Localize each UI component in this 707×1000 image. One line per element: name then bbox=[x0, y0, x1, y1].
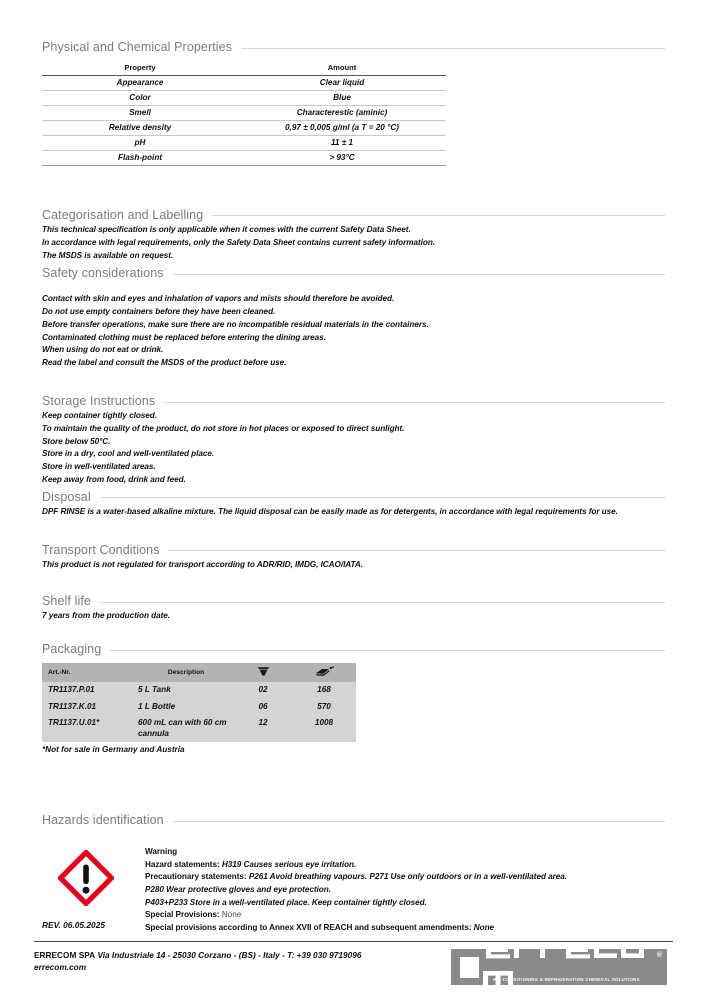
packaging-description: 1 L Bottle bbox=[138, 699, 234, 716]
heading-rule bbox=[110, 650, 665, 651]
text-line: Keep away from food, drink and feed. bbox=[42, 475, 186, 485]
section-title-physical: Physical and Chemical Properties bbox=[42, 40, 233, 54]
heading-rule bbox=[173, 821, 665, 822]
hazards-body bbox=[42, 844, 665, 934]
table-row bbox=[42, 90, 446, 105]
property-value: Clear liquid bbox=[238, 76, 446, 91]
table-row bbox=[42, 76, 446, 91]
property-value: Characterestic (aminic) bbox=[238, 105, 446, 120]
table-row bbox=[42, 699, 356, 716]
packaging-art-nr: TR1137.K.01 bbox=[42, 699, 138, 716]
ghs07-exclamation-mark-icon bbox=[58, 850, 114, 911]
signal-word: Warning bbox=[145, 847, 178, 857]
revision-date: REV. 06.05.2025 bbox=[42, 920, 106, 930]
property-value: > 93°C bbox=[238, 150, 446, 165]
disposal-body bbox=[42, 506, 665, 519]
property-name: pH bbox=[42, 135, 238, 150]
packaging-header-row bbox=[42, 663, 356, 682]
precautionary-statements-value: P261 Avoid breathing vapours. P271 Use only outdoors or in a well-ventilated area. bbox=[248, 872, 568, 882]
property-name: Smell bbox=[42, 105, 238, 120]
pallet-icon bbox=[315, 666, 334, 679]
annex-provisions-label: Special provisions according to Annex XVII of REACH and subsequent amendments: bbox=[145, 922, 472, 932]
section-title-storage: Storage Instructions bbox=[42, 394, 156, 409]
text-line: Contact with skin and eyes and inhalation of vapors and mists should therefore be avoided. bbox=[42, 294, 395, 304]
text-line: When using do not eat or drink. bbox=[42, 345, 164, 355]
transport-body bbox=[42, 559, 665, 572]
storage-body bbox=[42, 410, 665, 487]
text-line: Read the label and consult the MSDS of the product before use. bbox=[42, 358, 287, 368]
section-title-transport: Transport Conditions bbox=[42, 542, 160, 557]
heading-rule bbox=[100, 497, 665, 498]
packaging-art-nr: TR1137.U.01* bbox=[42, 715, 138, 742]
categorisation-body bbox=[42, 224, 665, 262]
text-line: This technical specification is only applicable when it comes with the current Safety Data Sheet. bbox=[42, 224, 411, 234]
column-header-description: Description bbox=[138, 663, 234, 682]
packaging-description: 5 L Tank bbox=[138, 682, 234, 699]
section-title-disposal: Disposal bbox=[42, 489, 91, 504]
precautionary-statements-label: Precautionary statements: bbox=[145, 872, 247, 882]
table-header-row bbox=[42, 61, 446, 76]
text-line: DPF RINSE is a water-based alkaline mixture. The liquid disposal can be easily made as for detergents, in accordance with legal requirements for use. bbox=[42, 506, 618, 516]
section-heading-transport bbox=[42, 543, 665, 557]
hazard-statements bbox=[145, 859, 567, 872]
packaging-table bbox=[42, 663, 356, 742]
text-line: In accordance with legal requirements, only the Safety Data Sheet contains current safety information. bbox=[42, 237, 436, 247]
registered-trademark-icon: ® bbox=[656, 952, 662, 959]
packaging-pallet-qty: 1008 bbox=[292, 715, 356, 742]
text-line: Contaminated clothing must be replaced before entering the dining areas. bbox=[42, 332, 326, 342]
column-header-carton-qty bbox=[234, 663, 292, 682]
precautionary-continuation: P403+P233 Store in a well-ventilated place. Keep container tightly closed. bbox=[145, 897, 427, 907]
section-title-categorisation: Categorisation and Labelling bbox=[42, 207, 204, 222]
physical-properties-table bbox=[42, 61, 446, 166]
section-heading-shelf-life bbox=[42, 594, 665, 608]
section-title-shelf-life: Shelf life bbox=[42, 594, 91, 609]
address-text: Via Industriale 14 - 25030 Corzano - (BS) - Italy - T: +39 030 9719096 bbox=[97, 950, 362, 960]
section-heading-categorisation bbox=[42, 208, 665, 222]
column-header-property: Property bbox=[42, 61, 238, 76]
heading-rule bbox=[173, 274, 665, 275]
annex-provisions bbox=[145, 922, 567, 935]
packaging-carton-qty: 12 bbox=[234, 715, 292, 742]
section-title-safety: Safety considerations bbox=[42, 266, 164, 281]
section-heading-storage bbox=[42, 394, 665, 408]
precautionary-continuation: P280 Wear protective gloves and eye protection. bbox=[145, 885, 331, 895]
heading-rule bbox=[241, 48, 665, 49]
errecom-logo bbox=[451, 949, 667, 985]
property-value: 0,97 ± 0,005 g/ml (a T = 20 °C) bbox=[238, 120, 446, 135]
property-name: Flash-point bbox=[42, 150, 238, 165]
packaging-carton-qty: 06 bbox=[234, 699, 292, 716]
table-row bbox=[42, 105, 446, 120]
special-provisions bbox=[145, 909, 567, 922]
heading-rule bbox=[100, 602, 665, 603]
company-name: ERRECOM SPA bbox=[34, 950, 96, 960]
hazards-text-block bbox=[145, 844, 567, 934]
carton-box-icon bbox=[257, 666, 270, 679]
table-row bbox=[42, 682, 356, 699]
page-footer bbox=[34, 949, 673, 985]
property-name: Color bbox=[42, 90, 238, 105]
packaging-pallet-qty: 570 bbox=[292, 699, 356, 716]
heading-rule bbox=[169, 550, 665, 551]
text-line: Keep container tightly closed. bbox=[42, 411, 157, 421]
property-name: Appearance bbox=[42, 76, 238, 91]
text-line: To maintain the quality of the product, do not store in hot places or exposed to direct sunlight. bbox=[42, 423, 405, 433]
table-row bbox=[42, 150, 446, 165]
table-row bbox=[42, 135, 446, 150]
text-line: Store below 50°C. bbox=[42, 436, 111, 446]
table-row bbox=[42, 715, 356, 742]
packaging-art-nr: TR1137.P.01 bbox=[42, 682, 138, 699]
table-row bbox=[42, 120, 446, 135]
heading-rule bbox=[164, 402, 665, 403]
logo-wordmark bbox=[484, 938, 667, 996]
precautionary-statements bbox=[145, 871, 567, 884]
packaging-footnote: *Not for sale in Germany and Austria bbox=[42, 745, 185, 755]
logo-square-mark bbox=[460, 957, 479, 978]
text-line: Do not use empty containers before they have been cleaned. bbox=[42, 307, 276, 317]
section-heading-hazards bbox=[42, 813, 665, 827]
property-value: 11 ± 1 bbox=[238, 135, 446, 150]
text-line: Store in a dry, cool and well-ventilated place. bbox=[42, 449, 215, 459]
shelf-life-body bbox=[42, 610, 665, 623]
section-heading-disposal bbox=[42, 490, 665, 504]
special-provisions-value: None bbox=[221, 910, 242, 920]
packaging-description: 600 mL can with 60 cm cannula bbox=[138, 715, 234, 742]
text-line: This product is not regulated for transport according to ADR/RID, IMDG, ICAO/IATA. bbox=[42, 559, 363, 569]
text-line: 7 years from the production date. bbox=[42, 611, 171, 621]
text-line: The MSDS is available on request. bbox=[42, 250, 174, 260]
safety-body bbox=[42, 293, 665, 370]
company-address bbox=[34, 949, 361, 973]
section-title-hazards: Hazards identification bbox=[42, 813, 164, 828]
section-heading-packaging bbox=[42, 642, 665, 656]
section-title-packaging: Packaging bbox=[42, 642, 102, 657]
property-name: Relative density bbox=[42, 120, 238, 135]
heading-rule bbox=[212, 215, 665, 216]
hazard-statements-value: H319 Causes serious eye irritation. bbox=[221, 859, 357, 869]
section-heading-physical bbox=[42, 40, 665, 54]
section-heading-safety bbox=[42, 266, 665, 280]
text-line: Store in well-ventilated areas. bbox=[42, 462, 156, 472]
column-header-pallet-qty bbox=[292, 663, 356, 682]
annex-provisions-value: None bbox=[473, 922, 495, 932]
packaging-carton-qty: 02 bbox=[234, 682, 292, 699]
hazard-statements-label: Hazard statements: bbox=[145, 859, 220, 869]
column-header-art-nr: Art.-Nr. bbox=[42, 663, 138, 682]
packaging-pallet-qty: 168 bbox=[292, 682, 356, 699]
logo-tagline: AIR CONDITIONING & REFRIGERATION CHEMICAL SOLUTIONS bbox=[493, 977, 640, 982]
column-header-amount: Amount bbox=[238, 61, 446, 76]
company-website[interactable]: errecom.com bbox=[34, 962, 87, 972]
text-line: Before transfer operations, make sure there are no incompatible residual materials in the containers. bbox=[42, 319, 429, 329]
special-provisions-label: Special Provisions: bbox=[145, 910, 220, 920]
property-value: Blue bbox=[238, 90, 446, 105]
